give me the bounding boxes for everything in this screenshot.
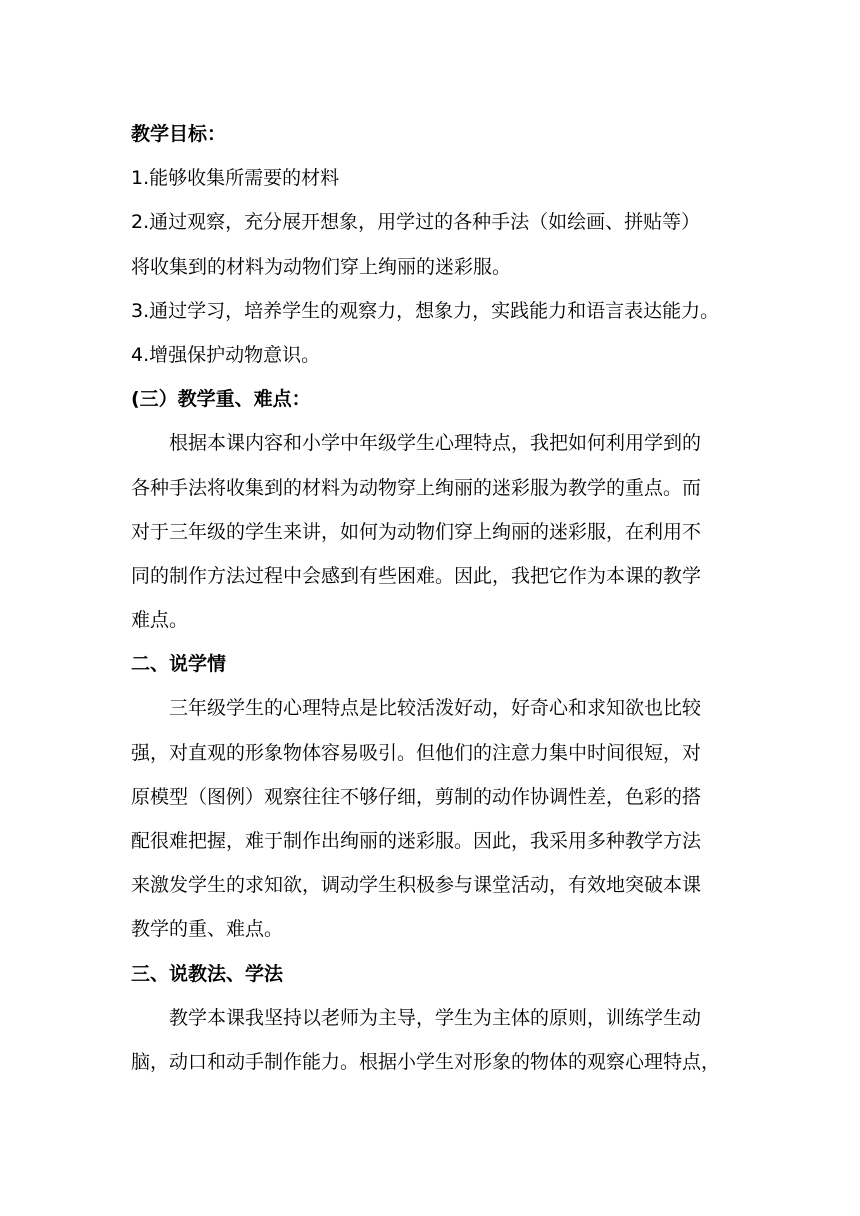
- heading-key-difficult-points: (三）教学重、难点：: [131, 388, 311, 411]
- keypoints-line: 同的制作方法过程中会感到有些困难。因此，我把它作为本课的教学: [131, 564, 702, 587]
- keypoints-section: [131, 377, 731, 642]
- keypoints-line: 根据本课内容和小学中年级学生心理特点，我把如何利用学到的: [169, 432, 702, 455]
- goal-item-2: 2.通过观察，充分展开想象，用学过的各种手法（如绘画、拼贴等）: [131, 211, 701, 234]
- heading-teaching-goals: 教学目标：: [131, 123, 227, 145]
- students-section: [131, 642, 731, 951]
- students-line: 来激发学生的求知欲，调动学生积极参与课堂活动，有效地突破本课: [131, 874, 702, 897]
- keypoints-line: 各种手法将收集到的材料为动物穿上绚丽的迷彩服为教学的重点。而: [131, 476, 702, 499]
- document-body: [131, 112, 731, 1084]
- methods-line: 教学本课我坚持以老师为主导，学生为主体的原则，训练学生动: [169, 1006, 702, 1029]
- goals-section: [131, 112, 731, 377]
- keypoints-line: 对于三年级的学生来讲，如何为动物们穿上绚丽的迷彩服，在利用不: [131, 520, 702, 543]
- heading-teaching-methods: 三、说教法、学法: [131, 962, 284, 985]
- goal-item-4: 4.增强保护动物意识。: [131, 343, 321, 366]
- students-line: 三年级学生的心理特点是比较活泼好动，好奇心和求知欲也比较: [169, 697, 702, 720]
- keypoints-line: 难点。: [131, 609, 189, 632]
- students-line: 原模型（图例）观察往往不够仔细，剪制的动作协调性差，色彩的搭: [131, 785, 702, 808]
- students-line: 教学的重、难点。: [131, 918, 284, 941]
- students-line: 配很难把握，难于制作出绚丽的迷彩服。因此，我采用多种教学方法: [131, 830, 702, 852]
- heading-student-analysis: 二、说学情: [131, 653, 227, 676]
- goal-item-1: 1.能够收集所需要的材料: [131, 167, 340, 190]
- goal-item-2-continued: 将收集到的材料为动物们穿上绚丽的迷彩服。: [131, 255, 512, 278]
- students-line: 强，对直观的形象物体容易吸引。但他们的注意力集中时间很短，对: [131, 741, 702, 764]
- methods-section: [131, 952, 731, 1085]
- goal-item-3: 3.通过学习，培养学生的观察力，想象力，实践能力和语言表达能力。: [131, 299, 720, 322]
- methods-line: 脑，动口和动手制作能力。根据小学生对形象的物体的观察心理特点，: [131, 1050, 721, 1073]
